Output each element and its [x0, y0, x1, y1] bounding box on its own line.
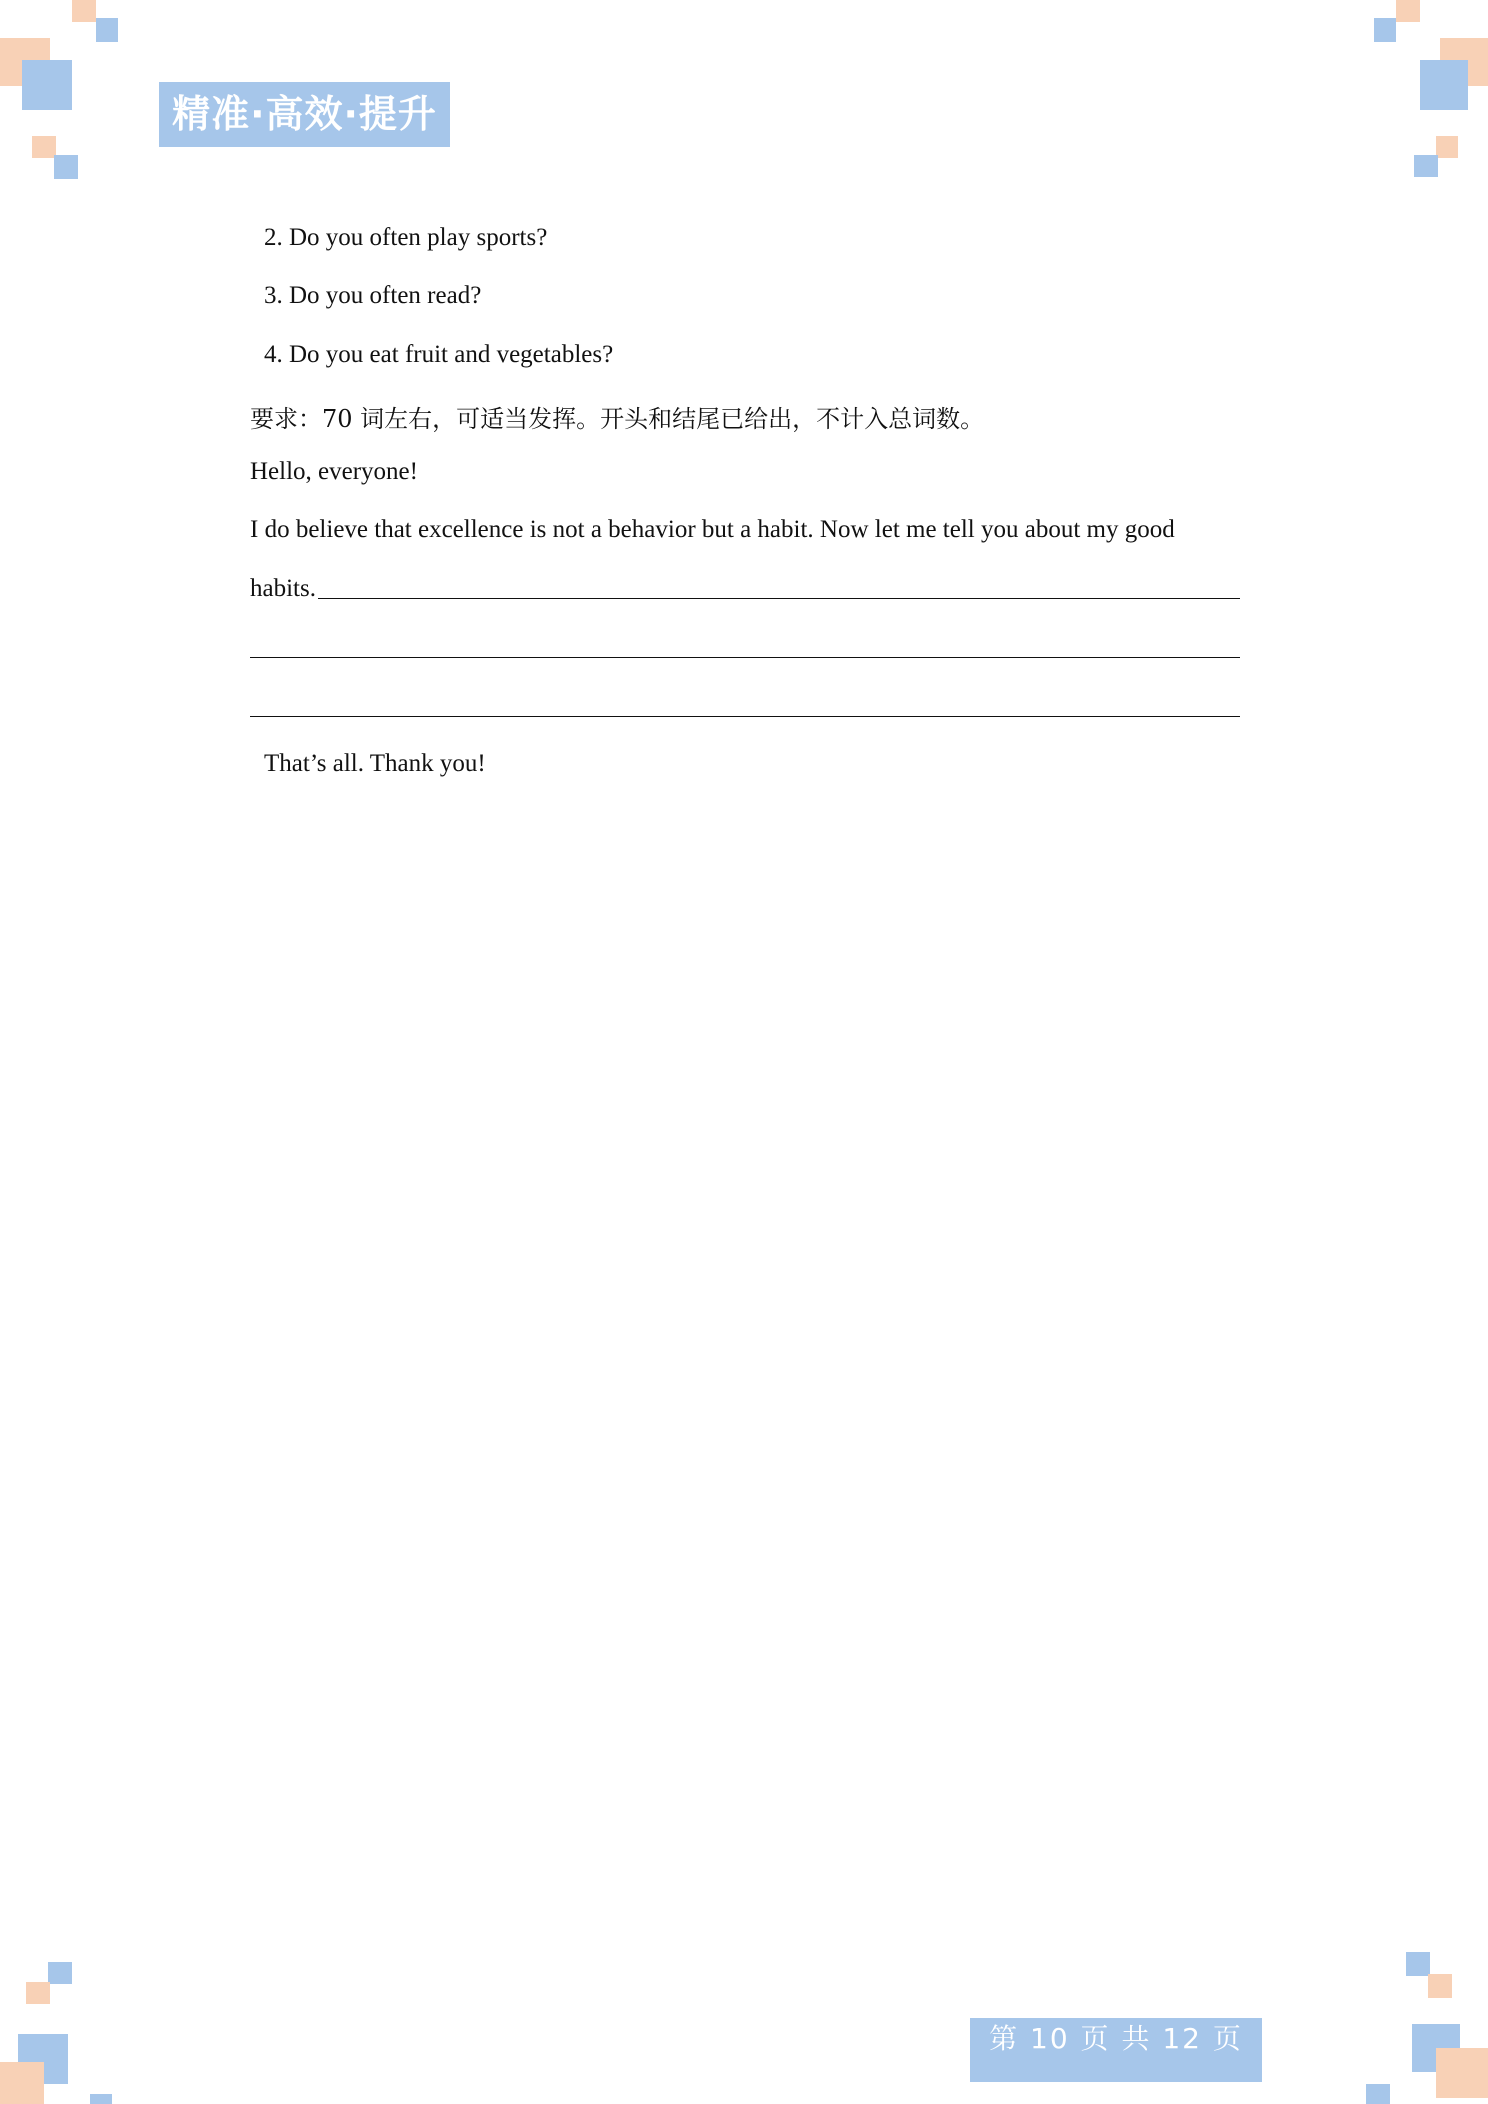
closing-line: That’s all. Thank you! — [264, 750, 486, 777]
question-3: 3. Do you often read? — [264, 282, 482, 309]
page-label-mid: 页 共 — [1080, 2022, 1152, 2055]
habits-word-text: habits. — [250, 575, 316, 602]
answer-line-3[interactable] — [250, 716, 1240, 717]
writing-requirement: 要求：70 词左右，可适当发挥。开头和结尾已给出，不计入总词数。 — [250, 405, 985, 433]
greeting-line: Hello, everyone! — [250, 458, 418, 485]
intro-line: I do believe that excellence is not a behavior but a habit. Now let me tell you about my good — [250, 516, 1175, 543]
header-banner — [159, 82, 450, 147]
habits-word — [250, 575, 318, 603]
question-4: 4. Do you eat fruit and vegetables? — [264, 341, 614, 368]
answer-line-1[interactable] — [250, 598, 1240, 599]
page-label-suffix: 页 — [1212, 2022, 1243, 2055]
header-banner-text: 精准·高效·提升 — [172, 92, 437, 136]
page-indicator — [970, 2018, 1262, 2082]
current-page-number: 10 — [1030, 2022, 1070, 2055]
answer-line-2[interactable] — [250, 657, 1240, 658]
page-label-prefix: 第 — [989, 2022, 1020, 2055]
total-pages-number: 12 — [1162, 2022, 1202, 2055]
question-2: 2. Do you often play sports? — [264, 224, 548, 251]
